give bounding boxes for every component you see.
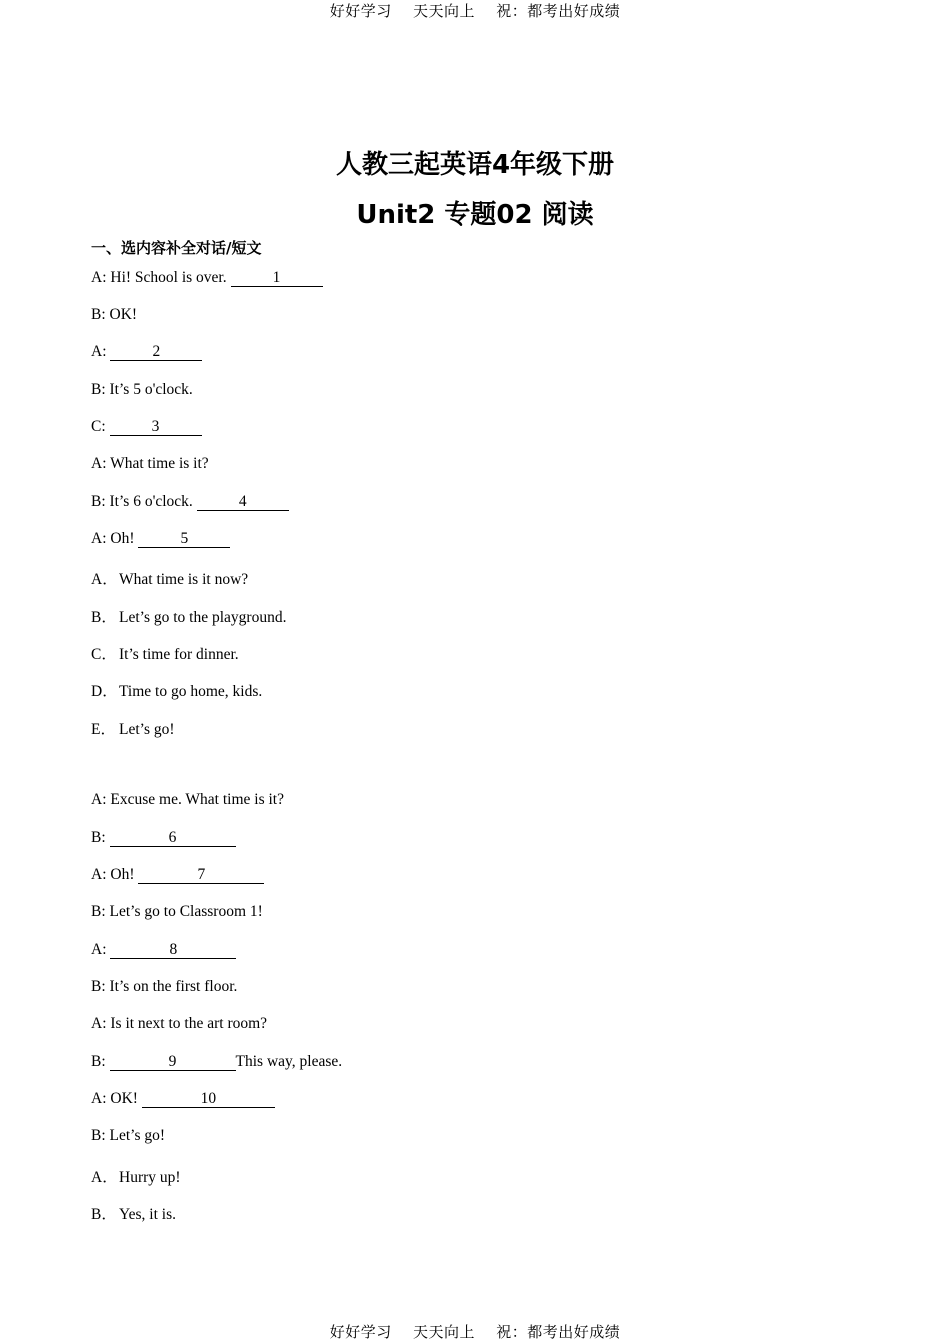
answer-blank: 1 <box>231 270 323 287</box>
option-item: E． Let’s go! <box>91 721 175 738</box>
option-item: A．What time is it now? <box>91 571 249 588</box>
dialogue-line: A: Oh! 7 <box>91 866 264 884</box>
dialogue-line: A: 2 <box>91 343 202 361</box>
dialogue-line: A: OK! 10 <box>91 1090 275 1108</box>
dialogue-line: B: It’s 5 o'clock. <box>91 381 193 398</box>
dialogue-line: A: Oh! 5 <box>91 530 230 548</box>
dialogue-line: A: What time is it? <box>91 455 209 472</box>
page-header <box>0 0 950 21</box>
page-footer <box>0 1321 950 1342</box>
answer-blank: 2 <box>110 344 202 361</box>
answer-blank: 5 <box>138 531 230 548</box>
answer-blank: 10 <box>142 1091 275 1108</box>
document-title: 人教三起英语4年级下册 <box>335 150 615 180</box>
answer-blank: 6 <box>110 830 236 847</box>
footer-text-2: 天天向上 <box>412 1323 475 1341</box>
dialogue-line: C: 3 <box>91 418 202 436</box>
header-text-1: 好好学习 <box>329 2 392 20</box>
option-item: A．Hurry up! <box>91 1169 181 1186</box>
footer-text-1: 好好学习 <box>329 1323 392 1341</box>
answer-blank: 8 <box>110 942 236 959</box>
dialogue-line: B: 9 This way, please. <box>91 1053 343 1070</box>
dialogue-line: B: It’s on the first floor. <box>91 978 238 995</box>
dialogue-line: B: Let’s go! <box>91 1127 166 1144</box>
answer-blank: 7 <box>138 867 264 884</box>
dialogue-line: B: OK! <box>91 306 138 323</box>
footer-text-3: 祝：都考出好成绩 <box>496 1323 621 1341</box>
dialogue-line: A: Is it next to the art room? <box>91 1015 268 1032</box>
header-text-2: 天天向上 <box>412 2 475 20</box>
option-item: C． It’s time for dinner. <box>91 646 239 663</box>
dialogue-line: A: 8 <box>91 941 236 959</box>
option-item: B． Yes, it is. <box>91 1206 177 1223</box>
document-subtitle: Unit2 专题02 阅读 <box>356 200 594 230</box>
header-text-3: 祝：都考出好成绩 <box>496 2 621 20</box>
dialogue-line: A: Hi! School is over. 1 <box>91 269 323 287</box>
answer-blank: 4 <box>197 494 289 511</box>
section-heading: 一、选内容补全对话/短文 <box>91 239 262 257</box>
dialogue-line: B: 6 <box>91 829 236 847</box>
answer-blank: 9 <box>110 1054 236 1071</box>
option-item: D．Time to go home, kids. <box>91 683 263 700</box>
dialogue-line: B: Let’s go to Classroom 1! <box>91 903 263 920</box>
dialogue-line: A: Excuse me. What time is it? <box>91 791 284 808</box>
answer-blank: 3 <box>110 419 202 436</box>
dialogue-line: B: It’s 6 o'clock. 4 <box>91 493 289 511</box>
option-item: B． Let’s go to the playground. <box>91 609 287 626</box>
